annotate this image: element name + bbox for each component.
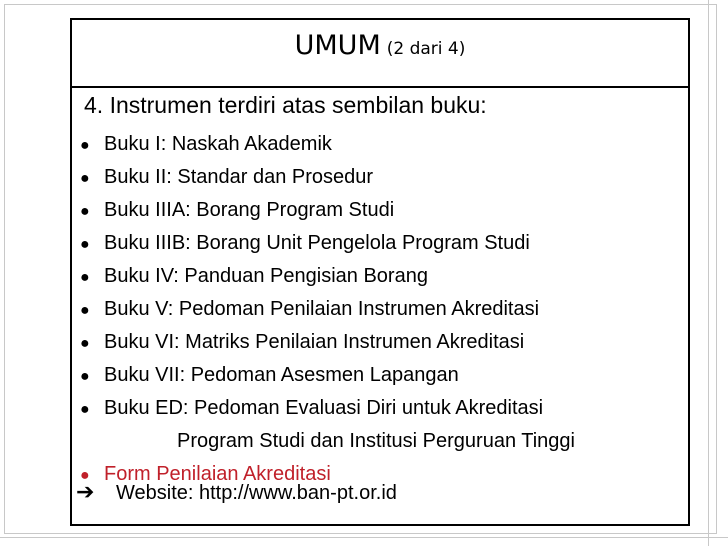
list-item-text: Buku V: Pedoman Penilaian Instrumen Akreditasi — [104, 298, 540, 320]
list-item-text: Buku ED: Pedoman Evaluasi Diri untuk Akreditasi — [104, 397, 544, 419]
list-item — [80, 128, 575, 161]
list-item — [80, 392, 575, 425]
list-item-text: Buku IIIB: Borang Unit Pengelola Program Studi — [104, 232, 530, 254]
bullet-dot-icon: ● — [80, 467, 90, 484]
title-box — [70, 18, 690, 86]
list-item-text: Buku IIIA: Borang Program Studi — [104, 199, 395, 221]
right-arrow-icon: ➔ — [76, 479, 95, 504]
bullet-dot-icon: ● — [80, 335, 90, 352]
bullet-dot-icon: ● — [80, 368, 90, 385]
list-item-text: Buku I: Naskah Akademik — [104, 133, 332, 155]
bullet-dot-icon: ● — [80, 137, 90, 154]
list-item — [80, 161, 575, 194]
list-item-text: Buku IV: Panduan Pengisian Borang — [104, 265, 428, 287]
list-item — [80, 260, 575, 293]
list-item-text: Buku II: Standar dan Prosedur — [104, 166, 374, 188]
list-item — [80, 326, 575, 359]
website-line — [76, 479, 397, 505]
content-box — [70, 86, 690, 526]
highlight-item-text: Form Penilaian Akreditasi — [104, 463, 331, 485]
website-text: Website: http://www.ban-pt.or.id — [116, 482, 397, 504]
list-item — [80, 194, 575, 227]
list-item — [80, 293, 575, 326]
bullet-dot-icon: ● — [80, 269, 90, 286]
list-item-text: Buku VII: Pedoman Asesmen Lapangan — [104, 364, 459, 386]
list-item — [80, 359, 575, 392]
book-list — [80, 128, 575, 491]
intro-text: 4. Instrumen terdiri atas sembilan buku: — [84, 92, 487, 118]
list-item — [80, 227, 575, 260]
list-item-text: Buku VI: Matriks Penilaian Instrumen Akreditasi — [104, 331, 525, 353]
list-item-continuation: Program Studi dan Institusi Perguruan Tinggi — [177, 430, 575, 452]
slide-right-rule — [708, 0, 709, 546]
slide-bottom-rule — [0, 537, 728, 538]
slide-subtitle: (2 dari 4) — [386, 39, 466, 59]
bullet-dot-icon: ● — [80, 302, 90, 319]
bullet-dot-icon: ● — [80, 401, 90, 418]
bullet-dot-icon: ● — [80, 236, 90, 253]
bullet-dot-icon: ● — [80, 170, 90, 187]
slide-title: UMUM — [294, 30, 381, 61]
bullet-dot-icon: ● — [80, 203, 90, 220]
